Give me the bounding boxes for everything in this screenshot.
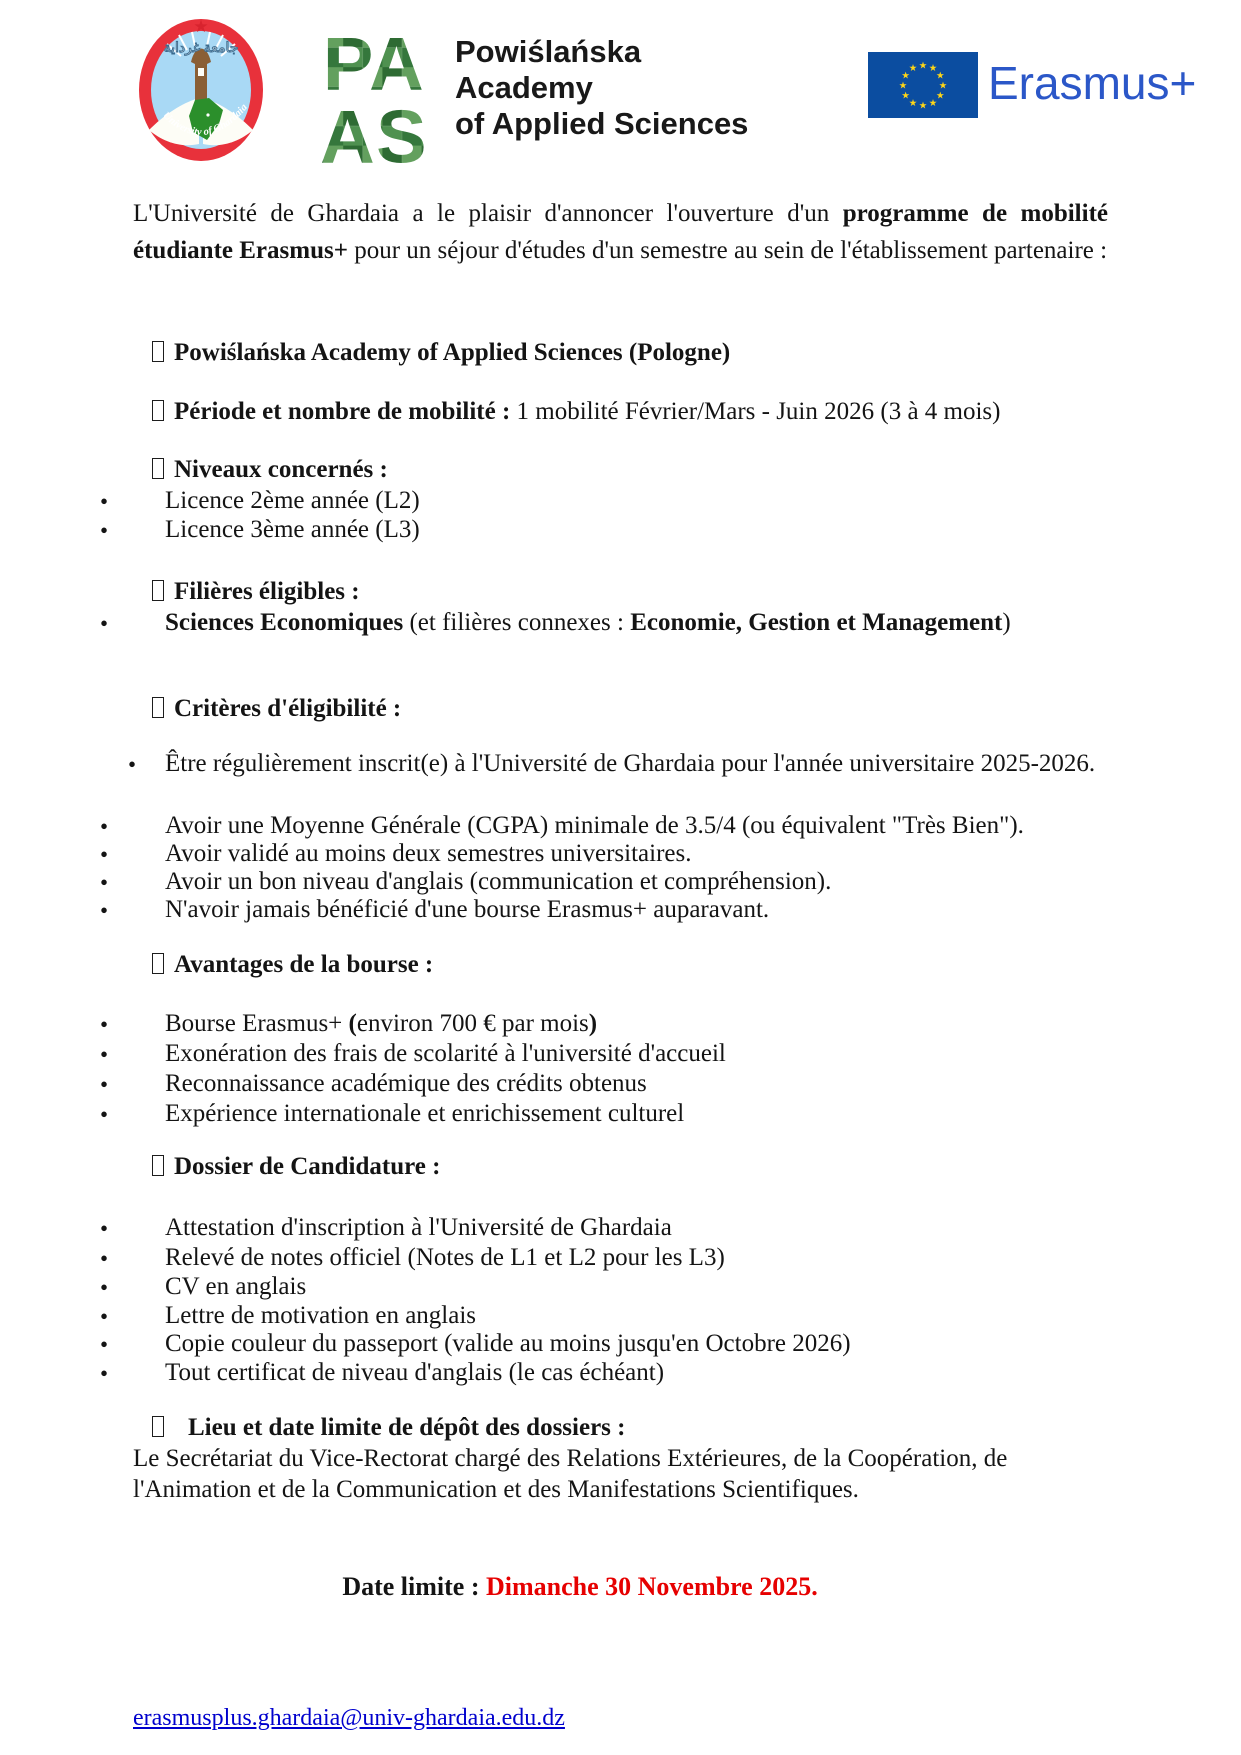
paas-logo-icon: [303, 28, 445, 168]
list-item: • Relevé de notes officiel (Notes de L1 et L2 pour les L3): [165, 1242, 1110, 1273]
missing-glyph-box-icon: [152, 697, 164, 718]
paas-wordmark-line1: Powiślańska: [455, 34, 642, 69]
benefit1-r3: environ 700 € par mois: [356, 1010, 589, 1037]
list-item: [165, 1008, 1110, 1039]
fields-item-bold2: Economie, Gestion et Management: [630, 609, 1003, 636]
intro-run1: L'Université de Ghardaia a le plaisir d'annoncer l'ouverture d'un: [133, 200, 843, 227]
venue-title: Lieu et date limite de dépôt des dossiers :: [188, 1414, 626, 1441]
paas-monogram-bottom: AS: [320, 95, 428, 168]
list-item: • Exonération des frais de scolarité à l'université d'accueil: [165, 1038, 1110, 1069]
svg-text:★: ★: [901, 91, 910, 102]
svg-text:★: ★: [928, 64, 938, 75]
list-item: • Licence 2ème année (L2): [165, 485, 1110, 516]
list-item: • Expérience internationale et enrichissement culturel: [165, 1098, 1110, 1129]
missing-glyph-box-icon: [152, 458, 164, 479]
section-levels: [152, 455, 388, 485]
section-venue: [152, 1413, 625, 1443]
svg-text:★: ★: [918, 101, 928, 112]
list-item: • Tout certificat de niveau d'anglais (le cas échéant): [165, 1357, 1110, 1388]
list-item: • Avoir validé au moins deux semestres universitaires.: [165, 838, 1110, 869]
svg-text:★: ★: [898, 81, 908, 92]
svg-text:★: ★: [936, 91, 945, 102]
seal-ring-text: University of Ghardaia: [160, 102, 250, 139]
list-item: • Avoir une Moyenne Générale (CGPA) minimale de 3.5/4 (ou équivalent "Très Bien").: [165, 810, 1110, 841]
list-item: • Lettre de motivation en anglais: [165, 1300, 1110, 1331]
svg-text:★: ★: [918, 61, 928, 72]
svg-text:★: ★: [908, 98, 918, 109]
period-label: Période et nombre de mobilité :: [174, 398, 517, 425]
criteria-title: Critères d'éligibilité :: [174, 695, 402, 722]
footer-email: [133, 1705, 565, 1732]
deadline-value: Dimanche 30 Novembre 2025.: [485, 1572, 818, 1601]
svg-text:★: ★: [928, 98, 938, 109]
seal-star-icon: ★: [193, 17, 209, 36]
partner-title: Powiślańska Academy of Applied Sciences (Pologne): [174, 339, 731, 366]
email-link[interactable]: erasmusplus.ghardaia@univ-ghardaia.edu.dz: [133, 1705, 565, 1731]
missing-glyph-box-icon: [152, 341, 164, 362]
section-fields: [152, 577, 360, 607]
paas-wordmark-line2: Academy: [455, 70, 593, 105]
fields-item-bold1: Sciences Economiques: [165, 609, 404, 636]
fields-title: Filières éligibles :: [174, 578, 360, 605]
intro-paragraph: [133, 195, 1108, 269]
deadline-line: [0, 1572, 1160, 1602]
period-value: 1 mobilité Février/Mars - Juin 2026 (3 à 4 mois): [516, 398, 1001, 425]
missing-glyph-box-icon: [152, 1155, 164, 1176]
paas-wordmark-line3: of Applied Sciences: [455, 106, 749, 141]
benefit1-r1: Bourse Erasmus+: [165, 1010, 349, 1037]
benefit1-r4: ): [588, 1010, 598, 1037]
svg-text:★: ★: [901, 71, 910, 82]
venue-body: Le Secrétariat du Vice-Rectorat chargé des Relations Extérieures, de la Coopération, de l'Animation et de la Communication et des Manifestations Scientifiques.: [133, 1445, 1008, 1503]
list-item: • N'avoir jamais bénéficié d'une bourse Erasmus+ auparavant.: [165, 894, 1110, 925]
missing-glyph-box-icon: [152, 1416, 164, 1437]
svg-text:★: ★: [908, 64, 918, 75]
paas-monogram-top: PA: [322, 28, 426, 107]
erasmus-plus-wordmark: Erasmus+: [988, 57, 1197, 109]
missing-glyph-box-icon: [152, 400, 164, 421]
paas-logo-wordmark: [455, 34, 748, 142]
missing-glyph-box-icon: [152, 580, 164, 601]
dossier-title: Dossier de Candidature :: [174, 1153, 441, 1180]
list-item: • Reconnaissance académique des crédits obtenus: [165, 1068, 1110, 1099]
svg-text:★: ★: [938, 81, 948, 92]
seal-arabic-text: جامعة غرداية: [163, 41, 239, 56]
eu-flag-icon: [868, 52, 978, 118]
section-benefits: [152, 950, 433, 980]
list-item: • CV en anglais: [165, 1271, 1110, 1302]
svg-text:★: ★: [936, 71, 945, 82]
list-item: • Licence 3ème année (L3): [165, 514, 1110, 545]
list-item: • Avoir un bon niveau d'anglais (communication et compréhension).: [165, 866, 1110, 897]
section-partner: [152, 338, 730, 368]
list-item: • Copie couleur du passeport (valide au moins jusqu'en Octobre 2026): [165, 1328, 1110, 1359]
benefits-title: Avantages de la bourse :: [174, 951, 434, 978]
section-dossier: [152, 1152, 440, 1182]
list-item: • Attestation d'inscription à l'Université de Ghardaia: [165, 1212, 1110, 1243]
list-item: • Être régulièrement inscrit(e) à l'Université de Ghardaia pour l'année universitaire 2025-2026.: [137, 748, 1112, 779]
deadline-label: Date limite :: [342, 1572, 486, 1601]
fields-item-mid: (et filières connexes :: [403, 609, 631, 636]
fields-item-end: ): [1002, 609, 1011, 636]
intro-run3: pour un séjour d'études d'un semestre au sein de l'établissement partenaire :: [347, 237, 1108, 264]
list-item: [165, 607, 1110, 638]
intro-run2-bold: programme de mobilité étudiante Erasmus+: [133, 200, 1108, 264]
section-criteria: [152, 694, 401, 724]
benefit1-r2: (: [348, 1010, 357, 1037]
university-of-ghardaia-logo-icon: [137, 12, 265, 164]
section-period: [152, 397, 1001, 427]
missing-glyph-box-icon: [152, 953, 164, 974]
levels-title: Niveaux concernés :: [174, 456, 388, 483]
